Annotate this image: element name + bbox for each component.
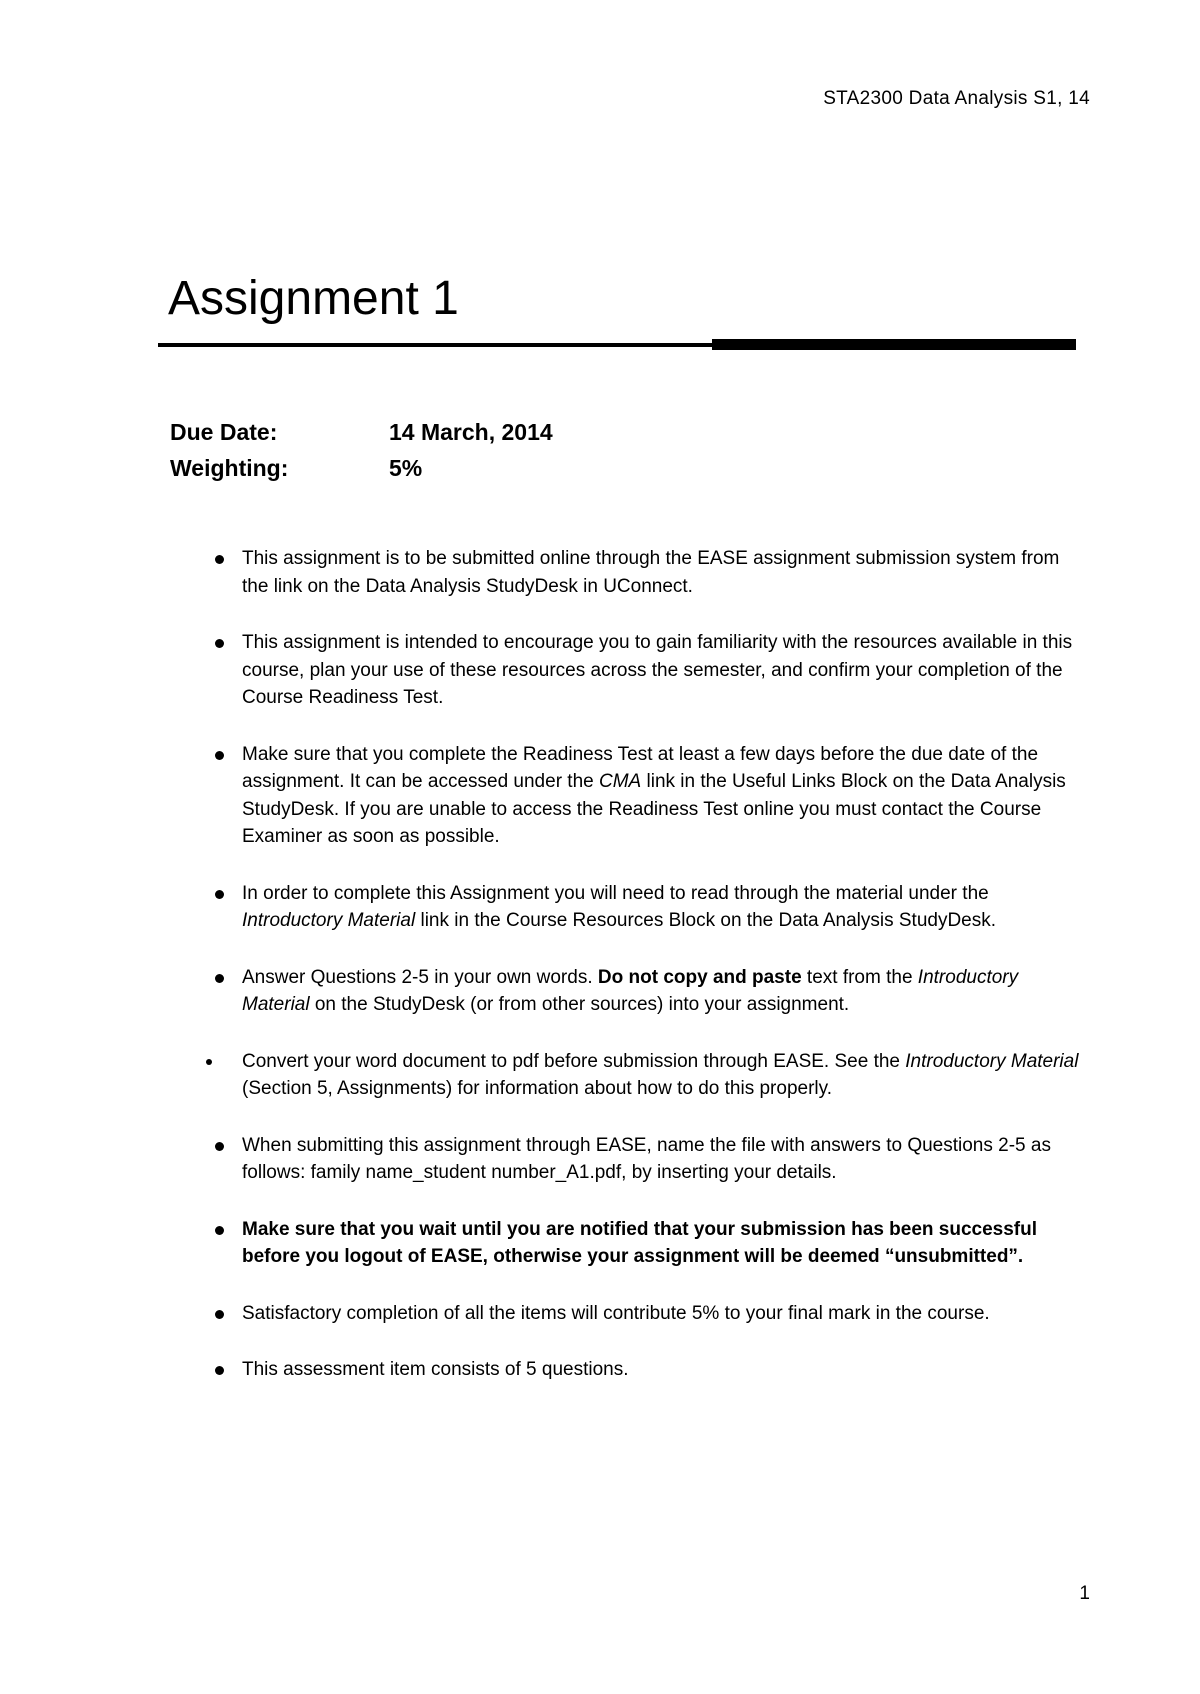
instruction-read-material: [0, 880, 1200, 935]
bullet-icon: [215, 1142, 224, 1151]
running-header: STA2300 Data Analysis S1, 14: [823, 88, 1090, 109]
instruction-text: [242, 967, 1018, 1016]
bullet-icon: [215, 1366, 224, 1375]
emphasis-text: Do not copy and paste: [597, 966, 802, 988]
instruction-text: Make sure that you wait until you are notified that your submission has been successful before you logout of EASE, otherwise your assignment will be deemed “unsubmitted”.: [242, 1218, 1038, 1267]
instruction-text: Satisfactory completion of all the items will contribute 5% to your final mark in the course.: [242, 1302, 990, 1324]
bullet-icon: [215, 890, 224, 899]
weighting-value: 5%: [389, 455, 423, 481]
introductory-material-name: Introductory Material: [242, 910, 416, 931]
instruction-text: This assessment item consists of 5 questions.: [242, 1359, 629, 1380]
text-run: text from the: [801, 966, 918, 988]
instruction-text: This assignment is to be submitted online through the EASE assignment submission system from the link on the Data Analysis StudyDesk in UConnect.: [242, 548, 1060, 597]
instruction-readiness-test: [0, 741, 1200, 851]
instruction-file-naming: [0, 1132, 1200, 1187]
text-run: In order to complete this Assignment you will need to read through the material under the: [242, 882, 989, 904]
instruction-completion-mark: [0, 1300, 1200, 1328]
title-rule-thick: [712, 339, 1076, 350]
instruction-convert-pdf: [0, 1048, 1200, 1103]
bullet-icon: [215, 1226, 224, 1235]
instruction-question-count: [0, 1356, 1200, 1384]
instruction-purpose: [0, 629, 1200, 712]
instruction-text: This assignment is intended to encourage you to gain familiarity with the resources available in this course, plan your use of these resources across the semester, and confirm your completion of the Course Readiness Test.: [242, 632, 1073, 708]
introductory-material-name: Introductory Material: [242, 966, 1019, 1015]
weighting-label: Weighting:: [170, 455, 289, 481]
instruction-text: [242, 744, 1066, 848]
instruction-own-words: [0, 964, 1200, 1019]
instruction-wait-notification: [0, 1216, 1200, 1271]
bullet-icon: [215, 639, 224, 648]
cma-link-name: CMA: [599, 771, 642, 792]
title-rule-thin: [158, 343, 718, 347]
weighting-row: [170, 450, 553, 486]
introductory-material-name: Introductory Material: [905, 1050, 1079, 1072]
text-run: on the StudyDesk (or from other sources) into your assignment.: [309, 994, 850, 1015]
assignment-meta: [170, 414, 553, 486]
bullet-icon: [206, 1059, 212, 1065]
due-date-value: 14 March, 2014: [389, 419, 553, 445]
text-run: link in the Useful Links Block on the Data Analysis StudyDesk. If you are unable to access the Readiness Test online you must contact the Course Examiner as soon as possible.: [242, 771, 1066, 847]
text-run: link in the Course Resources Block on the Data Analysis StudyDesk.: [415, 910, 997, 931]
bullet-icon: [215, 751, 224, 760]
document-title: Assignment 1: [168, 272, 459, 325]
text-run: Make sure that you complete the Readiness Test at least a few days before the due date of the assignment. It can be accessed under the: [242, 743, 1039, 792]
instructions-list: [0, 545, 1200, 1413]
bullet-icon: [215, 555, 224, 564]
instruction-text: When submitting this assignment through EASE, name the file with answers to Questions 2-5 as follows: family name_student number_A1.pdf, by inserting your details.: [242, 1134, 1051, 1183]
bullet-icon: [215, 974, 224, 983]
bullet-icon: [215, 1310, 224, 1319]
text-run: (Section 5, Assignments) for information about how to do this properly.: [242, 1078, 833, 1099]
text-run: Answer Questions 2-5 in your own words.: [242, 966, 598, 988]
due-date-row: [170, 414, 553, 450]
instruction-submission: [0, 545, 1200, 600]
page-number: 1: [1079, 1583, 1090, 1604]
instruction-text: [242, 1051, 1078, 1100]
text-run: Convert your word document to pdf before submission through EASE. See the: [242, 1050, 906, 1072]
instruction-text: [242, 883, 996, 932]
due-date-label: Due Date:: [170, 419, 278, 445]
